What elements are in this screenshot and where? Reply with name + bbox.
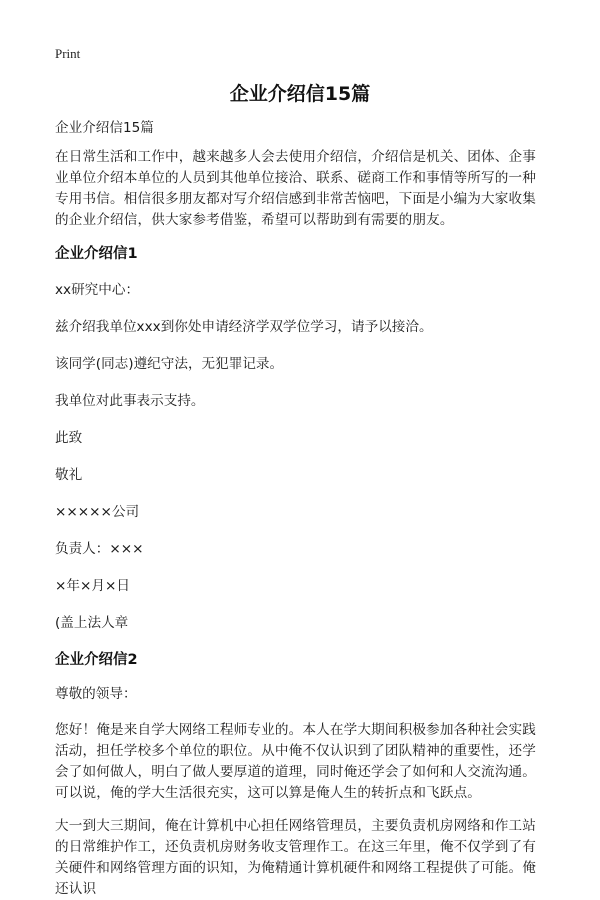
letter1-company: ×××××公司 (55, 504, 140, 520)
article-content (55, 118, 549, 900)
letter2-heading: 企业介绍信2 (55, 652, 138, 668)
page-title: 企业介绍信15篇 (229, 83, 371, 105)
letter1-responsible-person: 负责人：××× (55, 541, 144, 557)
print-link[interactable]: Print (55, 46, 81, 61)
letter1-regards: 敬礼 (55, 467, 83, 483)
letter1-body-line: 兹介绍我单位xxx到你处申请经济学双学位学习，请予以接洽。 (55, 319, 433, 335)
letter2-paragraph: 您好！俺是来自学大网络工程师专业的。本人在学大期间积极参加各种社会实践活动，担任学校多个单位的职位。从中俺不仅认识到了团队精神的重要性，还学会了如何做人，明白了做人要厚道的道理，同时俺还学会了如何和人交流沟通。可以说，俺的学大生活很充实，这可以算是俺人生的转折点和飞跃点。 (55, 722, 537, 801)
letter1-body-line: 我单位对此事表示支持。 (55, 393, 205, 409)
letter2-paragraph: 大一到大三期间，俺在计算机中心担任网络管理员，主要负责机房网络和作工站的日常维护作工，还负责机房财务收支管理作工。在这三年里，俺不仅学到了有关硬件和网络管理方面的识知，为俺精通计算机硬件和网络工程提供了可能。俺还认识 (55, 818, 537, 897)
intro-paragraph: 在日常生活和工作中，越来越多人会去使用介绍信，介绍信是机关、团体、企事业单位介绍本单位的人员到其他单位接洽、联系、磋商工作和事情等所写的一种专用书信。相信很多朋友都对写介绍信感到非常苦恼吧，下面是小编为大家收集的企业介绍信，供大家参考借鉴，希望可以帮助到有需要的朋友。 (55, 149, 537, 228)
letter1-heading: 企业介绍信1 (55, 246, 138, 262)
letter1-seal-note: (盖上法人章 (55, 615, 129, 631)
article-subtitle: 企业介绍信15篇 (55, 120, 154, 136)
letter2-salutation: 尊敬的领导： (55, 686, 137, 702)
letter1-body-line: 该同学(同志)遵纪守法，无犯罪记录。 (55, 356, 284, 372)
letter1-closing: 此致 (55, 430, 83, 446)
letter1-salutation: xx研究中心： (55, 282, 140, 298)
letter1-date: ×年×月×日 (55, 578, 130, 594)
